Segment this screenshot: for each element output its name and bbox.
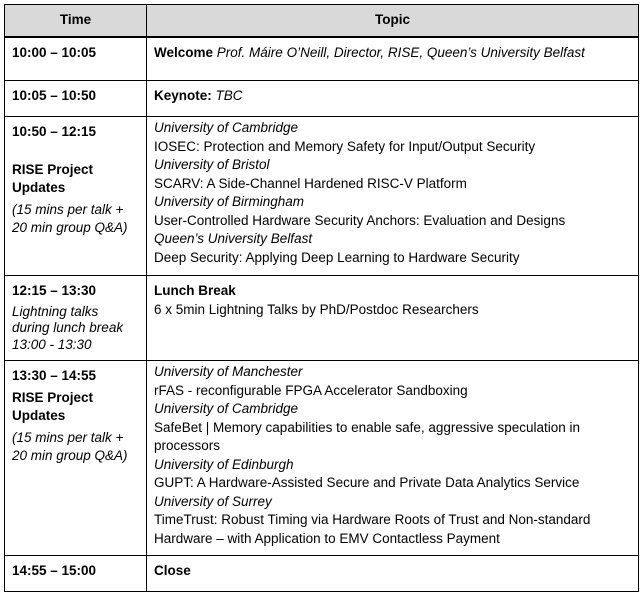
talk-item [154,456,631,493]
topic-cell [147,81,639,117]
agenda-item-title: Close [154,563,191,578]
talk-title: Deep Security: Applying Deep Learning to Hardware Security [154,249,520,265]
time-slot: 12:15 – 13:30 [12,283,97,298]
topic-cell [147,117,639,276]
session-note: (15 mins per talk + 20 min group Q&A) [12,201,128,235]
talk-organisation: Queen’s University Belfast [154,231,313,246]
topic-cell [147,361,639,556]
session-title: RISE Project Updates [12,389,94,423]
session-note: (15 mins per talk + 20 min group Q&A) [12,429,128,463]
time-cell [5,276,147,361]
time-slot: 10:00 – 10:05 [12,45,97,60]
talk-title: User-Controlled Hardware Security Anchors: Evaluation and Designs [154,212,566,228]
time-cell [5,556,147,592]
talk-title: rFAS - reconfigurable FPGA Accelerator Sandboxing [154,382,468,398]
session-title: RISE Project Updates [12,161,94,195]
header-row [5,5,639,38]
table-row [5,276,639,361]
agenda-item-title: Keynote: [154,88,212,103]
topic-cell [147,276,639,361]
time-note: Lightning talks during lunch break 13:00 - 13:30 [12,303,124,352]
time-slot: 13:30 – 14:55 [12,368,97,383]
topic-cell [147,556,639,592]
talk-item [154,193,631,230]
agenda-item-detail: TBC [215,88,243,103]
talk-item [154,363,631,400]
talk-item [154,156,631,193]
topic-cell [147,37,639,81]
table-row [5,81,639,117]
time-slot: 14:55 – 15:00 [12,563,97,578]
talk-title: TimeTrust: Robust Timing via Hardware Roots of Trust and Non-standard Hardware – with Application to EMV Contactless Payment [154,512,591,546]
agenda-item-title: Lunch Break [154,283,236,298]
talk-title: GUPT: A Hardware-Assisted Secure and Private Data Analytics Service [154,475,580,490]
time-cell [5,81,147,117]
talk-title: IOSEC: Protection and Memory Safety for Input/Output Security [154,138,536,154]
agenda-item-detail: 6 x 5min Lightning Talks by PhD/Postdoc Researchers [154,301,479,317]
talk-item [154,493,631,549]
table-row [5,37,639,81]
agenda-table [4,4,639,592]
talk-item [154,400,631,456]
table-row [5,361,639,556]
time-cell [5,117,147,276]
topic-column-header: Topic [147,5,639,38]
time-slot: 10:50 – 12:15 [12,124,97,139]
talk-organisation: University of Bristol [154,157,270,172]
table-row [5,556,639,592]
table-row [5,117,639,276]
time-slot: 10:05 – 10:50 [12,88,97,103]
talk-organisation: University of Cambridge [154,120,299,135]
talk-organisation: University of Cambridge [154,401,299,416]
time-cell [5,37,147,81]
talk-organisation: University of Surrey [154,493,272,509]
talk-title: SafeBet | Memory capabilities to enable safe, aggressive speculation in processors [154,419,580,453]
talk-organisation: University of Edinburgh [154,456,294,472]
agenda-item-title: Welcome [154,45,214,60]
talk-organisation: University of Manchester [154,364,303,379]
talk-item [154,230,631,267]
time-column-header: Time [5,5,147,38]
talk-title: SCARV: A Side-Channel Hardened RISC-V Platform [154,175,467,191]
agenda-item-detail: Prof. Máire O’Neill, Director, RISE, Queen’s University Belfast [216,45,585,60]
talk-organisation: University of Birmingham [154,194,305,209]
talk-item [154,119,631,156]
time-cell [5,361,147,556]
